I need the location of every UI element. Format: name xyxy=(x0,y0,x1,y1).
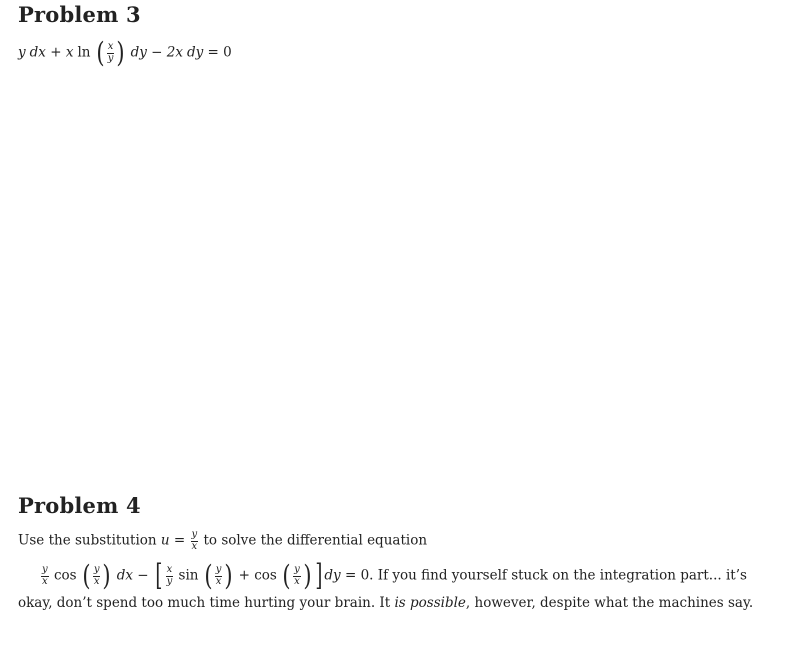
problem-4-heading: Problem 4 xyxy=(18,493,141,518)
problem-3-equation: y dx + x ln ( $\frac{x}{y}$ ) dy − 2x dy = 0 xyxy=(18,36,232,69)
fraction-y-over-x: $\frac{y}{x}$ xyxy=(191,529,198,552)
problem-4-after-equation: If you find yourself stuck on the integration part... it’s xyxy=(377,567,747,584)
problem-4-intro: Use the substitution u = $\frac{y}{x}$ to solve the differential equation xyxy=(18,529,428,552)
problem-3-heading: Problem 3 xyxy=(18,2,141,27)
fraction-x-over-y: $\frac{x}{y}$ xyxy=(107,41,114,64)
problem-4-equation: $\frac{y}{x}$ cos ( $\frac{y}{x}$ ) dx − [ $\frac{x}{y}$ sin ( $\frac{y}{x}$ ) + cos ( $\frac{y}{x}$ ) ] dy = 0. If you find yourself stuck on the integration part... it’s xyxy=(42,558,747,593)
problem-4-closing-line: okay, don’t spend too much time hurting your brain. It is possible, however, despite what the machines say. xyxy=(18,595,754,611)
